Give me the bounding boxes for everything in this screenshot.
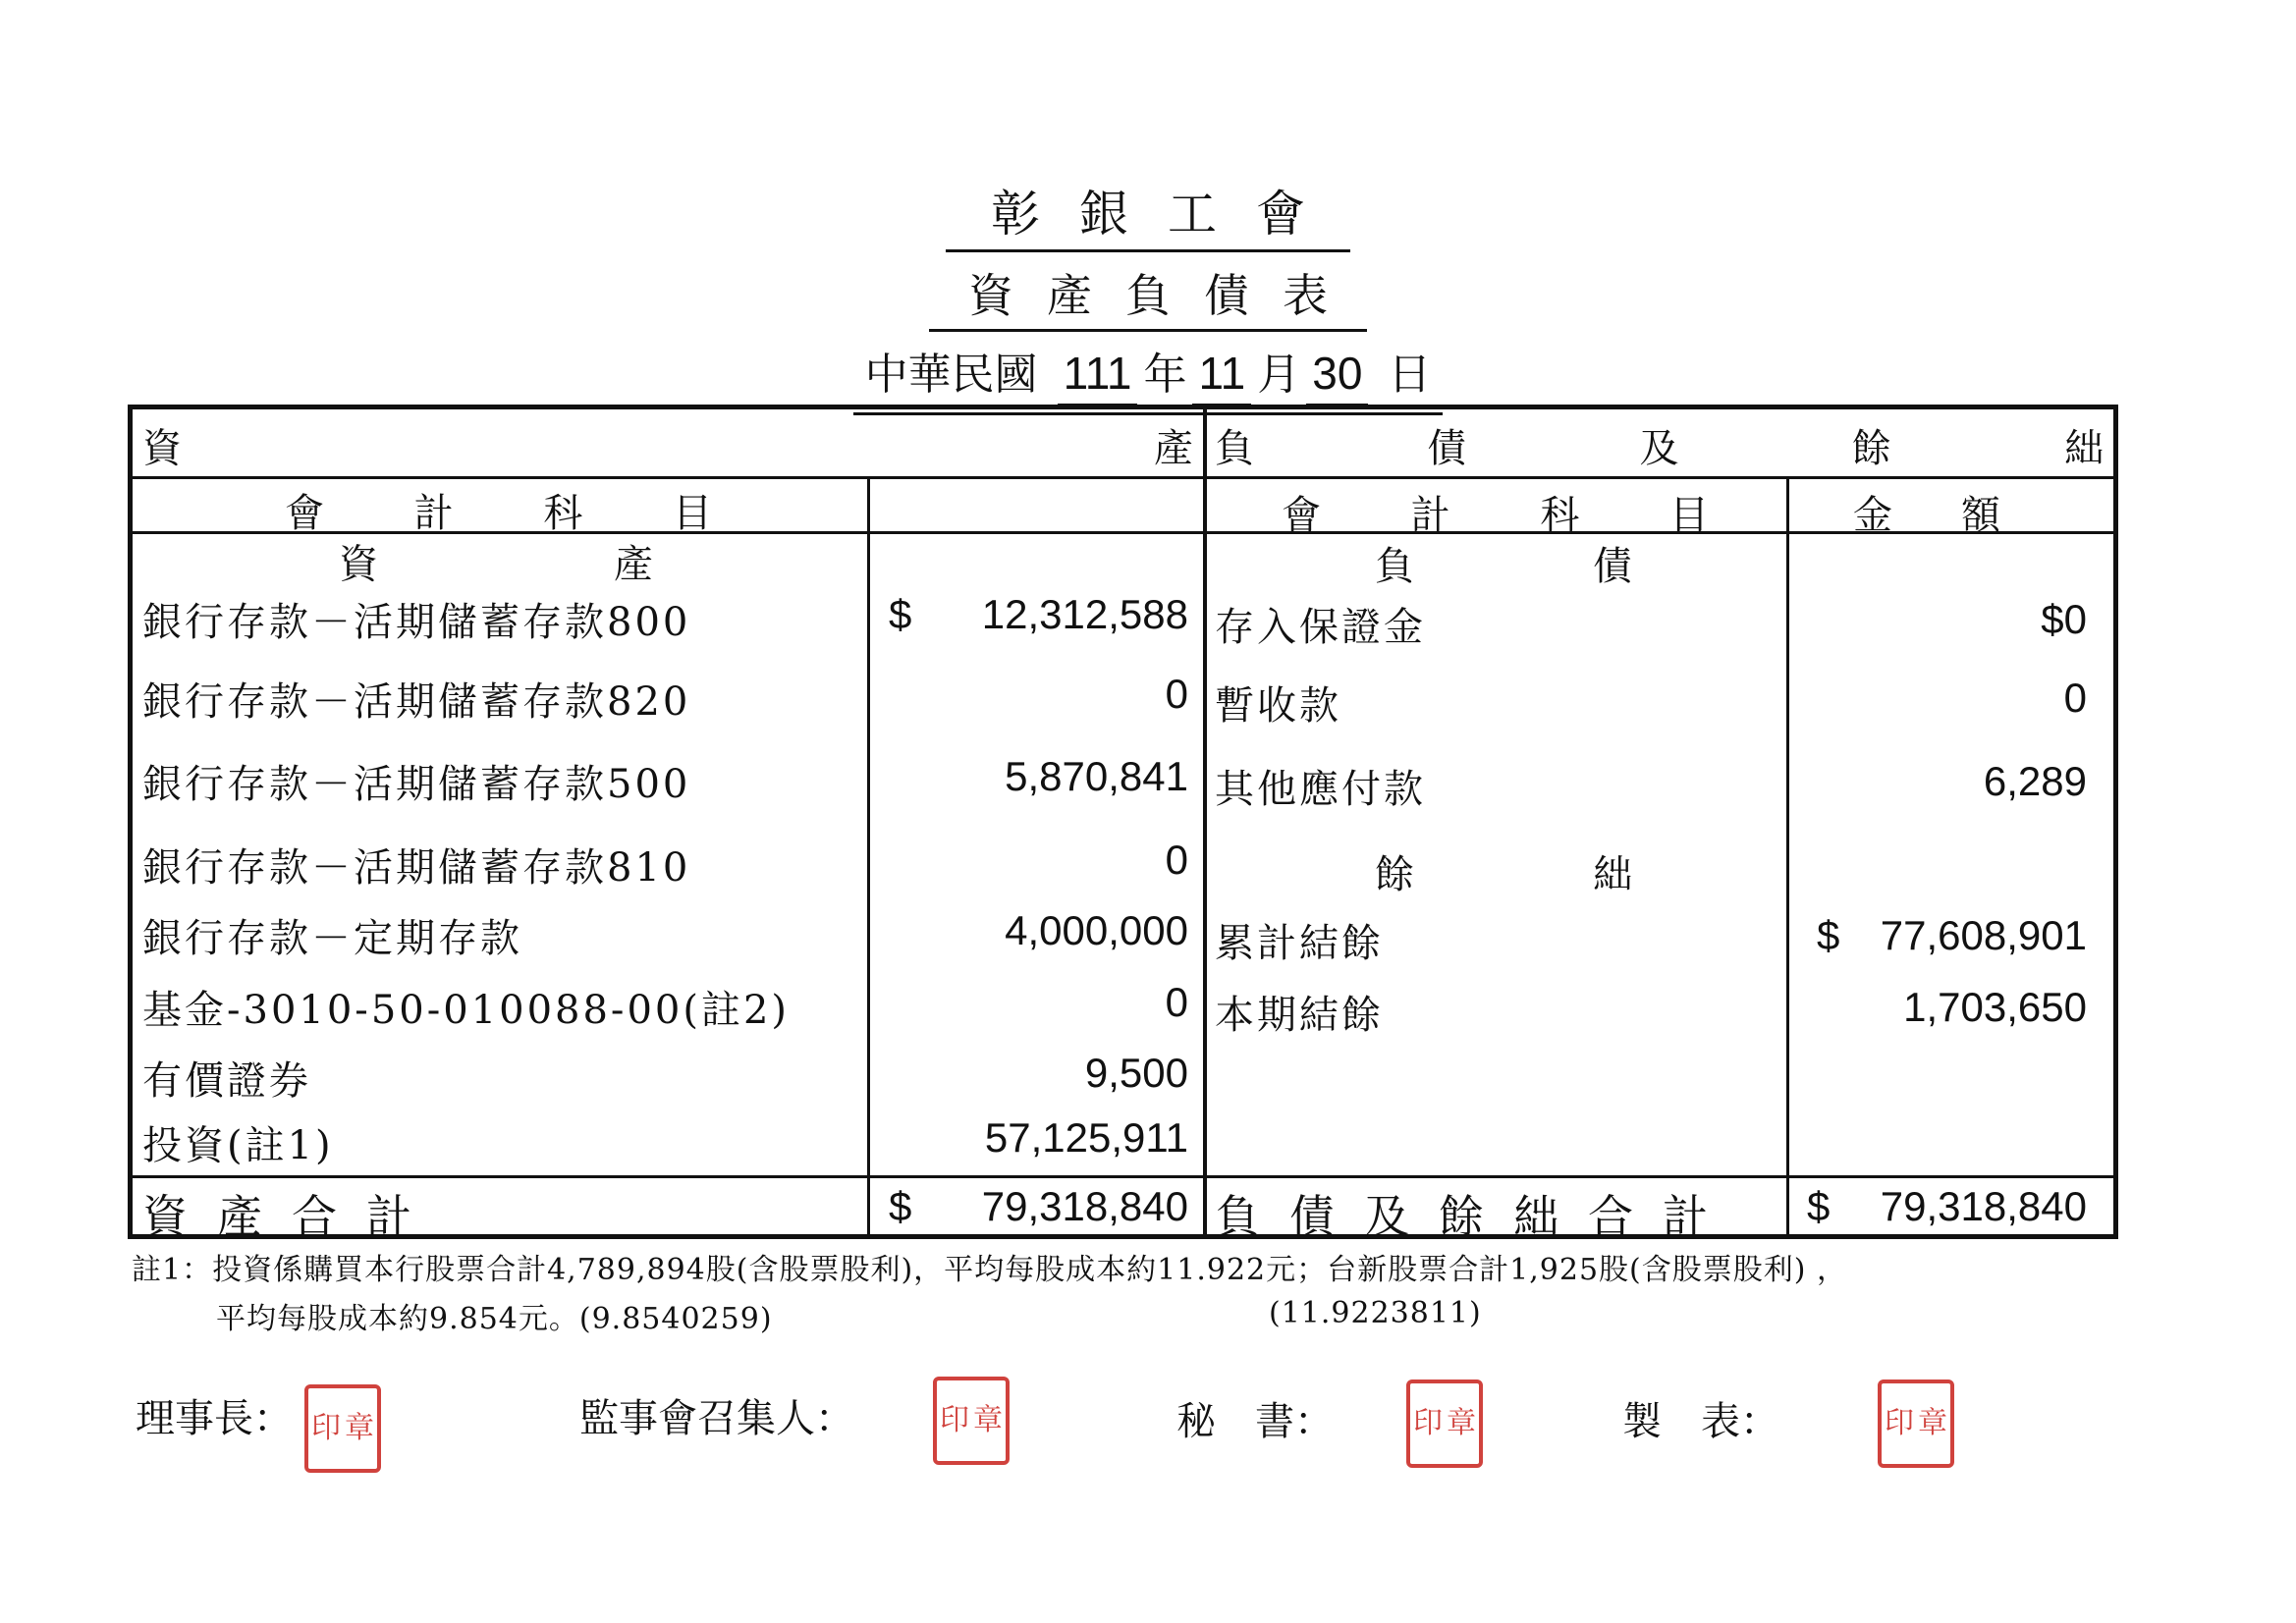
asset-amount: 0: [1165, 979, 1188, 1025]
assets-header: 資 產: [142, 426, 1193, 471]
balance-sheet-table: [128, 405, 2118, 1243]
currency-symbol: $: [1817, 912, 1840, 958]
asset-account: 銀行存款－活期儲蓄存款820: [142, 679, 691, 725]
report-date: 中華民國 111 年 11 月 30 日: [0, 339, 2296, 415]
equity-amount: 1,703,650: [1903, 984, 2087, 1030]
equity-section-label: 餘 絀: [1375, 852, 1632, 897]
asset-amount: 9,500: [1084, 1050, 1188, 1096]
asset-account: 銀行存款－定期存款: [142, 916, 522, 961]
preparer-label: 製 表：: [1622, 1399, 1779, 1444]
currency-symbol: $: [889, 1183, 912, 1229]
asset-amount: 0: [1165, 837, 1188, 883]
note-1-line-3: (11.9223811): [1269, 1296, 1482, 1330]
liabilities-section-label: 負 債: [1375, 544, 1632, 589]
asset-account: 投資(註1): [142, 1123, 334, 1168]
asset-amount: 0: [1165, 671, 1188, 717]
liability-amount: 6,289: [1983, 758, 2087, 804]
liabilities-equity-total-amount: 79,318,840: [1880, 1183, 2087, 1229]
liability-account: 存入保證金: [1215, 605, 1426, 650]
equity-account: 本期結餘: [1215, 993, 1384, 1038]
assets-total-amount: 79,318,840: [981, 1183, 1188, 1229]
assets-account-column-header: 會 計 科 目: [285, 491, 712, 536]
supervisor-convener-label: 監事會召集人：: [579, 1396, 854, 1441]
equity-amount: 77,608,901: [1880, 912, 2087, 958]
asset-account: 基金-3010-50-010088-00(註2): [142, 988, 791, 1033]
liability-account: 其他應付款: [1215, 767, 1426, 812]
assets-section-label: 資 產: [339, 542, 653, 587]
amount-column-header: 金 額: [1853, 493, 2000, 538]
organization-title: 彰銀工會: [0, 175, 2296, 252]
liability-amount: $0: [2041, 596, 2087, 642]
currency-symbol: $: [1807, 1183, 1831, 1229]
liab-account-column-header: 會 計 科 目: [1282, 493, 1709, 538]
currency-symbol: $: [889, 591, 912, 637]
asset-amount: 5,870,841: [1005, 753, 1188, 799]
liabilities-equity-total-label: 負債及餘絀合計: [1215, 1190, 1737, 1243]
preparer-seal: 印 章: [1878, 1380, 1954, 1468]
asset-account: 有價證券: [142, 1058, 311, 1104]
asset-amount: 4,000,000: [1005, 907, 1188, 953]
supervisor-seal: 印 章: [933, 1377, 1010, 1465]
document-title: 資產負債表: [0, 260, 2296, 332]
asset-amount: 57,125,911: [984, 1114, 1188, 1161]
chairman-label: 理事長：: [136, 1396, 293, 1441]
liability-amount: 0: [2063, 675, 2087, 721]
asset-account: 銀行存款－活期儲蓄存款810: [142, 845, 691, 891]
note-1-line-2: 平均每股成本約9.854元。(9.8540259): [216, 1302, 773, 1336]
asset-account: 銀行存款－活期儲蓄存款800: [142, 600, 691, 645]
liabilities-equity-header: 負 債 及 餘 絀: [1215, 426, 2104, 471]
chairman-seal: 印 章: [304, 1384, 381, 1473]
asset-amount: 12,312,588: [981, 591, 1188, 637]
secretary-label: 秘 書：: [1176, 1399, 1334, 1444]
liability-account: 暫收款: [1215, 683, 1341, 729]
note-1-line-1: 註1：投資係購買本行股票合計4,789,894股(含股票股利)，平均每股成本約11.922元；台新股票合計1,925股(含股票股利) ，: [132, 1253, 1847, 1287]
secretary-seal: 印 章: [1406, 1380, 1483, 1468]
equity-account: 累計結餘: [1215, 921, 1384, 966]
asset-account: 銀行存款－活期儲蓄存款500: [142, 762, 691, 807]
assets-total-label: 資產合計: [142, 1190, 441, 1243]
